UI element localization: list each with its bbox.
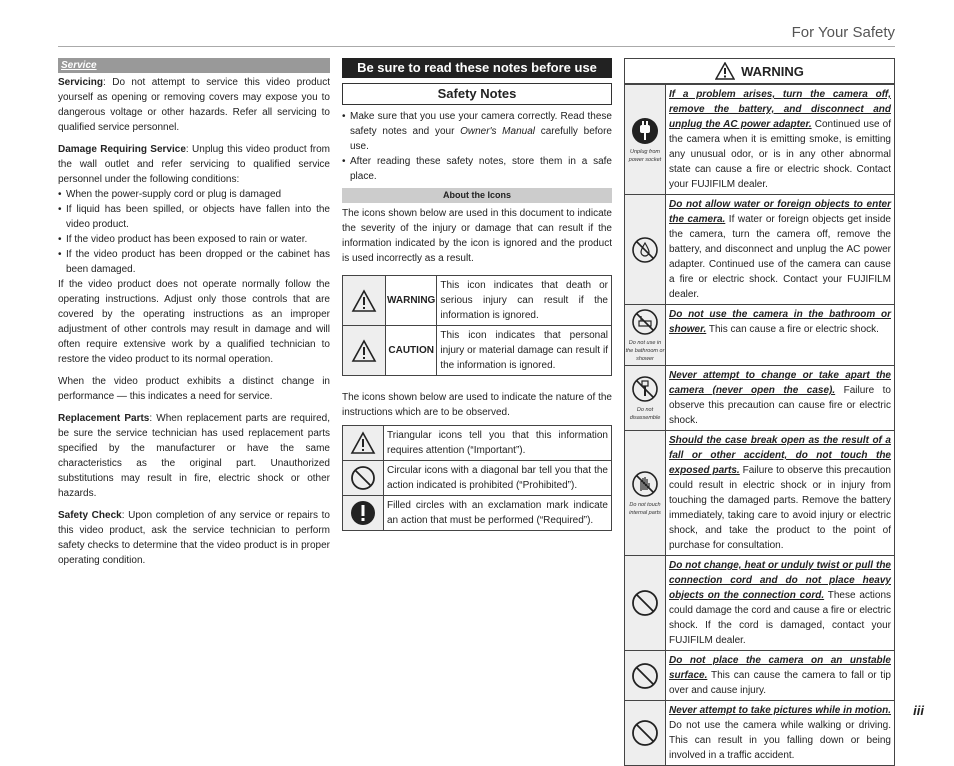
replacement-paragraph bbox=[58, 411, 330, 501]
prohibited-icon bbox=[625, 556, 666, 651]
icon-caption: Unplug from power socket bbox=[628, 148, 662, 163]
table-row bbox=[343, 276, 612, 326]
nature-text-cell: Filled circles with an exclamation mark indicate an action that must be performed (“Required”). bbox=[384, 496, 612, 531]
safety-notes-title: Safety Notes bbox=[342, 83, 612, 105]
right-column bbox=[624, 58, 895, 766]
warning-text: Do not allow water or foreign objects to enter the camera. If water or foreign objects get inside the camera, turn the camera off, remove the battery, and disconnect and unplug the AC power adapter. Continued use of the camera can cause a fire or electric shock. Contact your FUJIFILM dealer. bbox=[666, 195, 895, 305]
severity-word: CAUTION bbox=[386, 326, 437, 376]
page-header-title: For Your Safety bbox=[791, 24, 895, 41]
required-circle-icon bbox=[343, 496, 384, 531]
list-item: • If the video product has been exposed to rain or water. bbox=[66, 232, 330, 247]
list-item: • When the power-supply cord or plug is damaged bbox=[66, 187, 330, 202]
header-divider bbox=[58, 46, 895, 47]
table-row bbox=[343, 426, 612, 461]
prohibited-icon bbox=[625, 651, 666, 701]
warning-icon bbox=[715, 62, 735, 80]
warning-table bbox=[624, 84, 895, 766]
warning-text: Never attempt to change or take apart the camera (never open the case). Failure to observe this precaution can cause fire or electric shock. bbox=[666, 366, 895, 431]
table-row bbox=[343, 326, 612, 376]
no-bathroom-icon bbox=[625, 305, 666, 366]
unplug-icon bbox=[625, 85, 666, 195]
left-column bbox=[58, 58, 330, 575]
safety-check-text: : Upon completion of any service or repairs to this video product, ask the service technician to perform safety checks to determine that the video product is in proper operating condition. bbox=[58, 510, 330, 566]
servicing-text: : Do not attempt to service this video product yourself as opening or removing covers may expose you to dangerous voltage or other hazards. Refer all servicing to qualified service personnel. bbox=[58, 77, 330, 133]
nature-text: The icons shown below are used to indicate the nature of the instructions which are to be observed. bbox=[342, 392, 612, 418]
warning-text: Do not use the camera in the bathroom or shower. This can cause a fire or electric shock. bbox=[666, 305, 895, 366]
no-touch-icon bbox=[625, 431, 666, 556]
severity-text: This icon indicates that personal injury or material damage can result if the information is ignored. bbox=[437, 326, 612, 376]
list-item: • If the video product has been dropped or the cabinet has been damaged. bbox=[66, 247, 330, 277]
list-item: • If liquid has been spilled, or objects have fallen into the video product. bbox=[66, 202, 330, 232]
list-item: • Make sure that you use your camera correctly. Read these safety notes and your Owner's Manual carefully before use. bbox=[350, 109, 612, 154]
about-icons-text: The icons shown below are used in this document to indicate the severity of the injury or damage that can result if the information indicated by the icon is ignored and the product is used incorrectly as a result. bbox=[342, 208, 612, 264]
warning-text: Do not place the camera on an unstable surface. This can cause the camera to fall or tip over and cause injury. bbox=[666, 651, 895, 701]
servicing-paragraph bbox=[58, 75, 330, 135]
table-row bbox=[343, 461, 612, 496]
severity-table bbox=[342, 275, 612, 376]
table-row bbox=[343, 496, 612, 531]
warning-text: Do not change, heat or unduly twist or pull the connection cord and do not place heavy objects on the connection cord. These actions could damage the cord and cause a fire or electric shock. If the cord is damaged, contact your FUJIFILM dealer. bbox=[666, 556, 895, 651]
icon-caption: Do not disassemble bbox=[629, 407, 661, 421]
severity-word: WARNING bbox=[386, 276, 437, 326]
table-row bbox=[625, 195, 895, 305]
prohibited-circle-icon bbox=[343, 461, 384, 496]
table-row bbox=[625, 366, 895, 431]
warning-text: Should the case break open as the result of a fall or other accident, do not touch the exposed parts. Failure to observe this precaution could result in electric shock or in injury from touching the damaged parts. Remove the battery immediately, taking care to avoid injury or electric shock, and take the product to the point of purchase for consultation. bbox=[666, 431, 895, 556]
caution-triangle-icon bbox=[343, 326, 386, 376]
no-water-icon bbox=[625, 195, 666, 305]
warning-heading bbox=[624, 58, 895, 84]
prohibited-icon bbox=[625, 701, 666, 766]
replacement-text: : When replacement parts are required, be sure the service technician has used replacement parts specified by the manufacturer or have the same characteristics as the original part. Unauthorized substitutions may result in fire, electric shock or other hazards. bbox=[58, 413, 330, 499]
icon-caption: Do not use in the bathroom or shower bbox=[625, 340, 665, 362]
warning-triangle-icon bbox=[343, 276, 386, 326]
change-paragraph: When the video product exhibits a distinct change in performance — this indicates a need for service. bbox=[58, 376, 330, 402]
nature-table bbox=[342, 425, 612, 531]
table-row bbox=[625, 431, 895, 556]
damage-paragraph bbox=[58, 142, 330, 187]
about-icons-title: About the Icons bbox=[342, 188, 612, 203]
read-notes-banner: Be sure to read these notes before use bbox=[342, 58, 612, 78]
servicing-label: Servicing bbox=[58, 77, 104, 88]
safety-check-paragraph bbox=[58, 508, 330, 568]
warning-text: Never attempt to take pictures while in motion. Do not use the camera while walking or driving. This can result in you falling down or being involved in a traffic accident. bbox=[666, 701, 895, 766]
replacement-label: Replacement Parts bbox=[58, 413, 150, 424]
table-row bbox=[625, 85, 895, 195]
table-row bbox=[625, 305, 895, 366]
warning-text: If a problem arises, turn the camera off, remove the battery, and disconnect and unplug the AC power adapter. Continued use of the camera when it is emitting smoke, is emitting any unusual odor, or is in any other abnormal state can cause a fire or electric shock. Contact your FUJIFILM dealer. bbox=[666, 85, 895, 195]
list-item: • After reading these safety notes, store them in a safe place. bbox=[350, 154, 612, 184]
damage-label: Damage Requiring Service bbox=[58, 144, 186, 155]
damage-text: : Unplug this video product from the wall outlet and refer servicing to qualified service personnel under the following conditions: bbox=[58, 144, 330, 185]
operate-paragraph: If the video product does not operate normally follow the operating instructions. Adjust only those controls that are covered by the operating instructions as an improper adjustment of other controls may result in damage and will often require extensive work by a qualified technician to restore the video product to its normal operation. bbox=[58, 279, 330, 365]
warning-heading-label: WARNING bbox=[741, 63, 804, 79]
no-disassemble-icon bbox=[625, 366, 666, 431]
safety-check-label: Safety Check bbox=[58, 510, 122, 521]
table-row bbox=[625, 701, 895, 766]
notes-list bbox=[342, 109, 612, 184]
triangle-icon bbox=[343, 426, 384, 461]
table-row bbox=[625, 651, 895, 701]
section-label: Service bbox=[58, 58, 330, 73]
nature-text-cell: Triangular icons tell you that this information requires attention (“Important”). bbox=[384, 426, 612, 461]
severity-text: This icon indicates that death or serious injury can result if the information is ignored. bbox=[437, 276, 612, 326]
middle-column bbox=[342, 58, 612, 531]
icon-caption: Do not touch internal parts bbox=[629, 502, 661, 516]
table-row bbox=[625, 556, 895, 651]
page-number: iii bbox=[913, 703, 924, 718]
conditions-list bbox=[58, 187, 330, 277]
nature-text-cell: Circular icons with a diagonal bar tell you that the action indicated is prohibited (“Prohibited”). bbox=[384, 461, 612, 496]
